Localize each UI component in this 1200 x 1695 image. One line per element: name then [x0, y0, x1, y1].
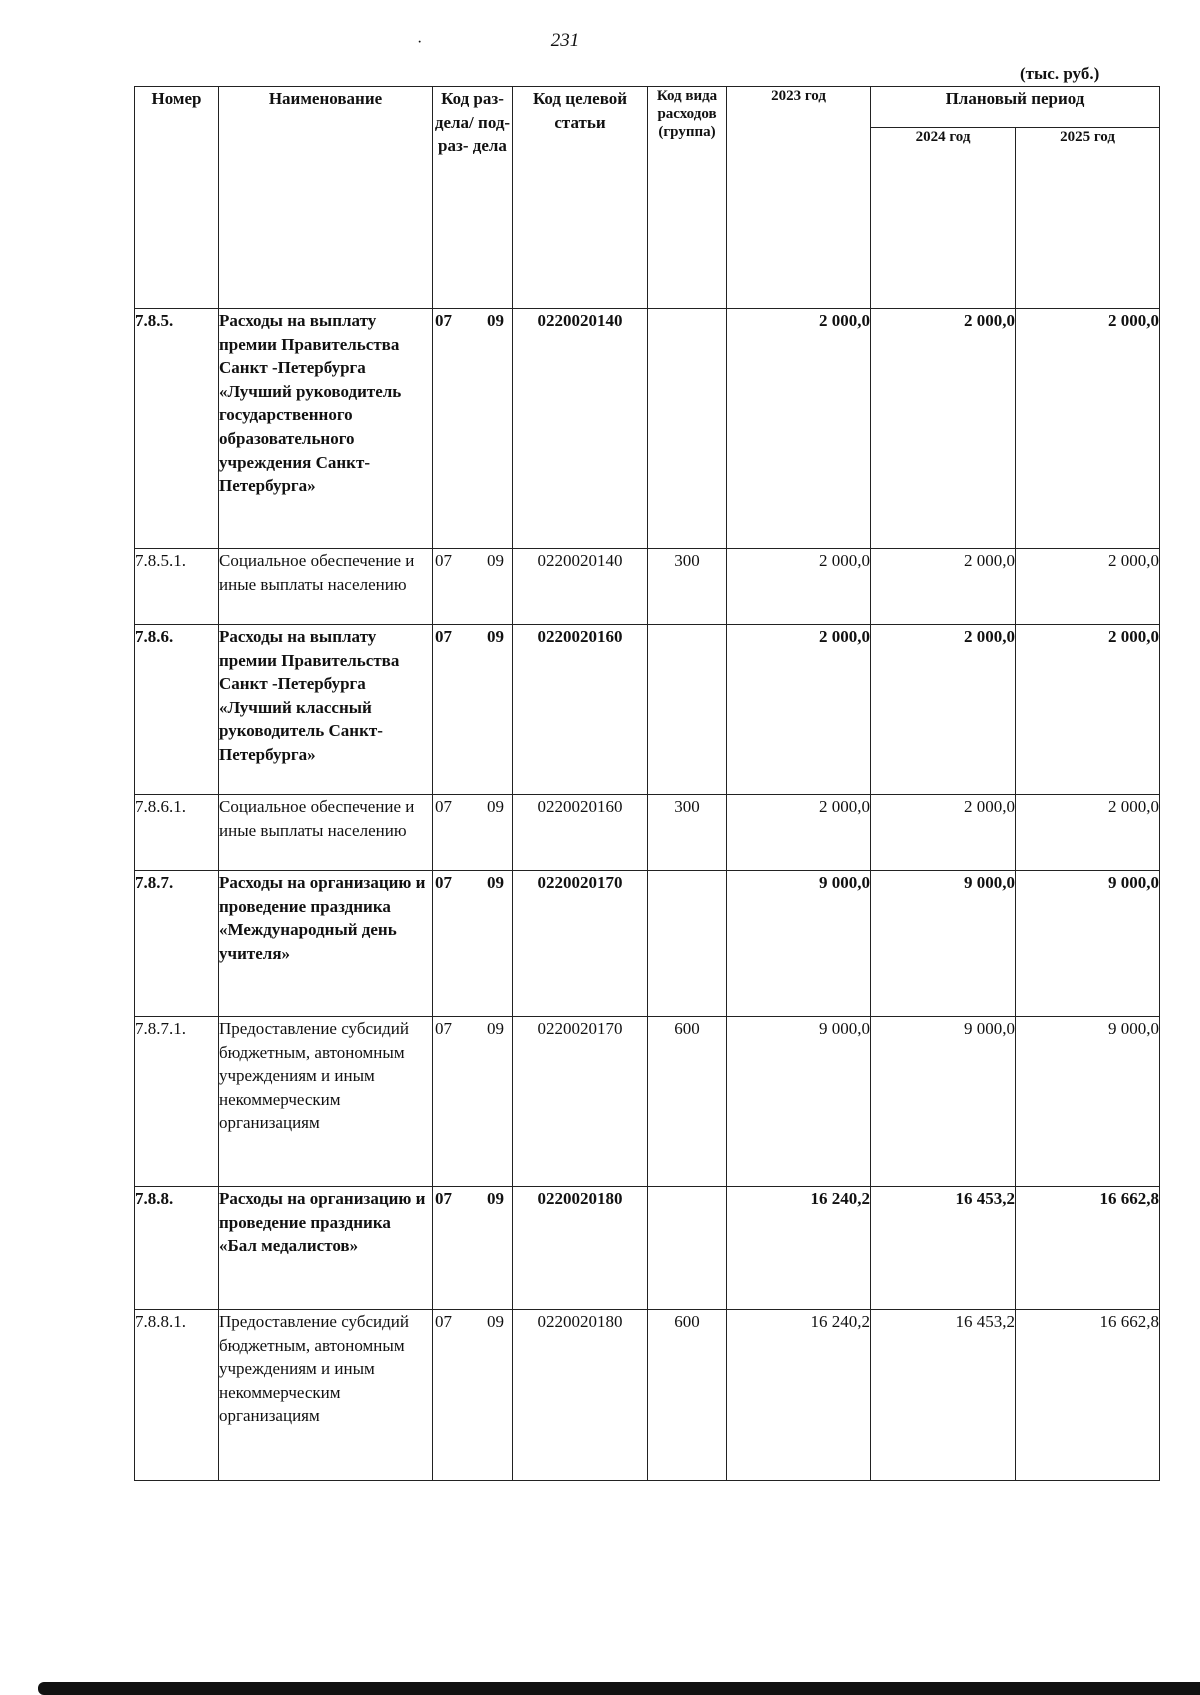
row-number: 7.8.5.1.: [135, 549, 219, 625]
row-amount-2023: 16 240,2: [727, 1310, 871, 1481]
row-section-code: [433, 1187, 513, 1310]
row-subsection: 09: [487, 627, 504, 646]
row-name: Социальное обеспечение и иные выплаты населению: [219, 795, 433, 871]
row-amount-2024: 2 000,0: [871, 309, 1016, 549]
page-number: 231: [550, 30, 580, 51]
table-row: [135, 309, 1160, 549]
table-row: [135, 625, 1160, 795]
scan-bottom-edge: [38, 1682, 1200, 1695]
row-section: 07: [435, 627, 452, 646]
row-number: 7.8.6.: [135, 625, 219, 795]
row-expense-type: [648, 625, 727, 795]
row-amount-2023: 2 000,0: [727, 625, 871, 795]
row-target-code: 0220020160: [513, 625, 648, 795]
table-row: [135, 1310, 1160, 1481]
row-amount-2024: 2 000,0: [871, 549, 1016, 625]
table-row: [135, 1187, 1160, 1310]
row-target-code: 0220020180: [513, 1187, 648, 1310]
row-target-code: 0220020140: [513, 309, 648, 549]
row-target-code: 0220020170: [513, 871, 648, 1017]
row-target-code: 0220020170: [513, 1017, 648, 1187]
row-section-code: [433, 795, 513, 871]
row-amount-2025: 2 000,0: [1016, 549, 1160, 625]
row-section-code: [433, 1310, 513, 1481]
row-target-code: 0220020160: [513, 795, 648, 871]
row-section: 07: [435, 1019, 452, 1038]
table-body: [135, 309, 1160, 1481]
row-amount-2025: 2 000,0: [1016, 309, 1160, 549]
row-subsection: 09: [487, 873, 504, 892]
header-year-2023: 2023 год: [727, 87, 871, 309]
row-number: 7.8.7.1.: [135, 1017, 219, 1187]
row-expense-type: 300: [648, 549, 727, 625]
table-row: [135, 871, 1160, 1017]
row-target-code: 0220020140: [513, 549, 648, 625]
stray-mark: ·: [417, 34, 423, 51]
row-amount-2024: 16 453,2: [871, 1310, 1016, 1481]
row-section: 07: [435, 797, 452, 816]
row-target-code: 0220020180: [513, 1310, 648, 1481]
row-subsection: 09: [487, 311, 504, 330]
row-amount-2023: 16 240,2: [727, 1187, 871, 1310]
units-label: (тыс. руб.): [1020, 64, 1100, 83]
row-amount-2024: 2 000,0: [871, 625, 1016, 795]
row-amount-2024: 9 000,0: [871, 1017, 1016, 1187]
row-amount-2023: 2 000,0: [727, 795, 871, 871]
table-row: [135, 795, 1160, 871]
header-section-code: Код раз- дела/ под- раз- дела: [433, 87, 513, 309]
row-name: Предоставление субсидий бюджетным, автономным учреждениям и иным некоммерческим организациям: [219, 1017, 433, 1187]
row-name: Расходы на выплату премии Правительства Санкт -Петербурга «Лучший классный руководитель Санкт-Петербурга»: [219, 625, 433, 795]
row-amount-2023: 9 000,0: [727, 871, 871, 1017]
row-number: 7.8.5.: [135, 309, 219, 549]
row-name: Расходы на организацию и проведение праздника «Бал медалистов»: [219, 1187, 433, 1310]
row-section-code: [433, 549, 513, 625]
row-expense-type: [648, 309, 727, 549]
row-section-code: [433, 871, 513, 1017]
row-number: 7.8.7.: [135, 871, 219, 1017]
row-number: 7.8.8.: [135, 1187, 219, 1310]
row-amount-2025: 9 000,0: [1016, 871, 1160, 1017]
header-year-2024: 2024 год: [871, 128, 1016, 309]
row-section: 07: [435, 1189, 452, 1208]
row-subsection: 09: [487, 1019, 504, 1038]
row-expense-type: 600: [648, 1310, 727, 1481]
row-expense-type: [648, 1187, 727, 1310]
row-amount-2024: 2 000,0: [871, 795, 1016, 871]
header-number: Номер: [135, 87, 219, 309]
row-amount-2025: 9 000,0: [1016, 1017, 1160, 1187]
row-amount-2023: 2 000,0: [727, 309, 871, 549]
header-expense-type: Код вида расходов (группа): [648, 87, 727, 309]
row-amount-2025: 16 662,8: [1016, 1310, 1160, 1481]
header-name: Наименование: [219, 87, 433, 309]
row-amount-2025: 2 000,0: [1016, 795, 1160, 871]
row-section: 07: [435, 311, 452, 330]
row-section-code: [433, 309, 513, 549]
row-subsection: 09: [487, 1312, 504, 1331]
row-name: Социальное обеспечение и иные выплаты населению: [219, 549, 433, 625]
row-section: 07: [435, 873, 452, 892]
budget-table: [134, 86, 1160, 1481]
row-expense-type: 300: [648, 795, 727, 871]
row-section-code: [433, 625, 513, 795]
row-amount-2023: 9 000,0: [727, 1017, 871, 1187]
header-year-2025: 2025 год: [1016, 128, 1160, 309]
row-amount-2025: 2 000,0: [1016, 625, 1160, 795]
row-amount-2024: 16 453,2: [871, 1187, 1016, 1310]
row-section: 07: [435, 551, 452, 570]
row-amount-2025: 16 662,8: [1016, 1187, 1160, 1310]
row-subsection: 09: [487, 797, 504, 816]
header-planned-period: Плановый период: [871, 87, 1160, 128]
row-name: Расходы на организацию и проведение праздника «Международный день учителя»: [219, 871, 433, 1017]
table-row: [135, 549, 1160, 625]
row-number: 7.8.8.1.: [135, 1310, 219, 1481]
row-amount-2023: 2 000,0: [727, 549, 871, 625]
row-subsection: 09: [487, 551, 504, 570]
row-number: 7.8.6.1.: [135, 795, 219, 871]
row-amount-2024: 9 000,0: [871, 871, 1016, 1017]
row-subsection: 09: [487, 1189, 504, 1208]
table-row: [135, 1017, 1160, 1187]
header-target-code: Код целевой статьи: [513, 87, 648, 309]
row-section-code: [433, 1017, 513, 1187]
row-name: Предоставление субсидий бюджетным, автономным учреждениям и иным некоммерческим организациям: [219, 1310, 433, 1481]
row-section: 07: [435, 1312, 452, 1331]
row-expense-type: [648, 871, 727, 1017]
row-name: Расходы на выплату премии Правительства Санкт -Петербурга «Лучший руководитель государственного образовательного учреждения Санкт-Петербурга»: [219, 309, 433, 549]
row-expense-type: 600: [648, 1017, 727, 1187]
